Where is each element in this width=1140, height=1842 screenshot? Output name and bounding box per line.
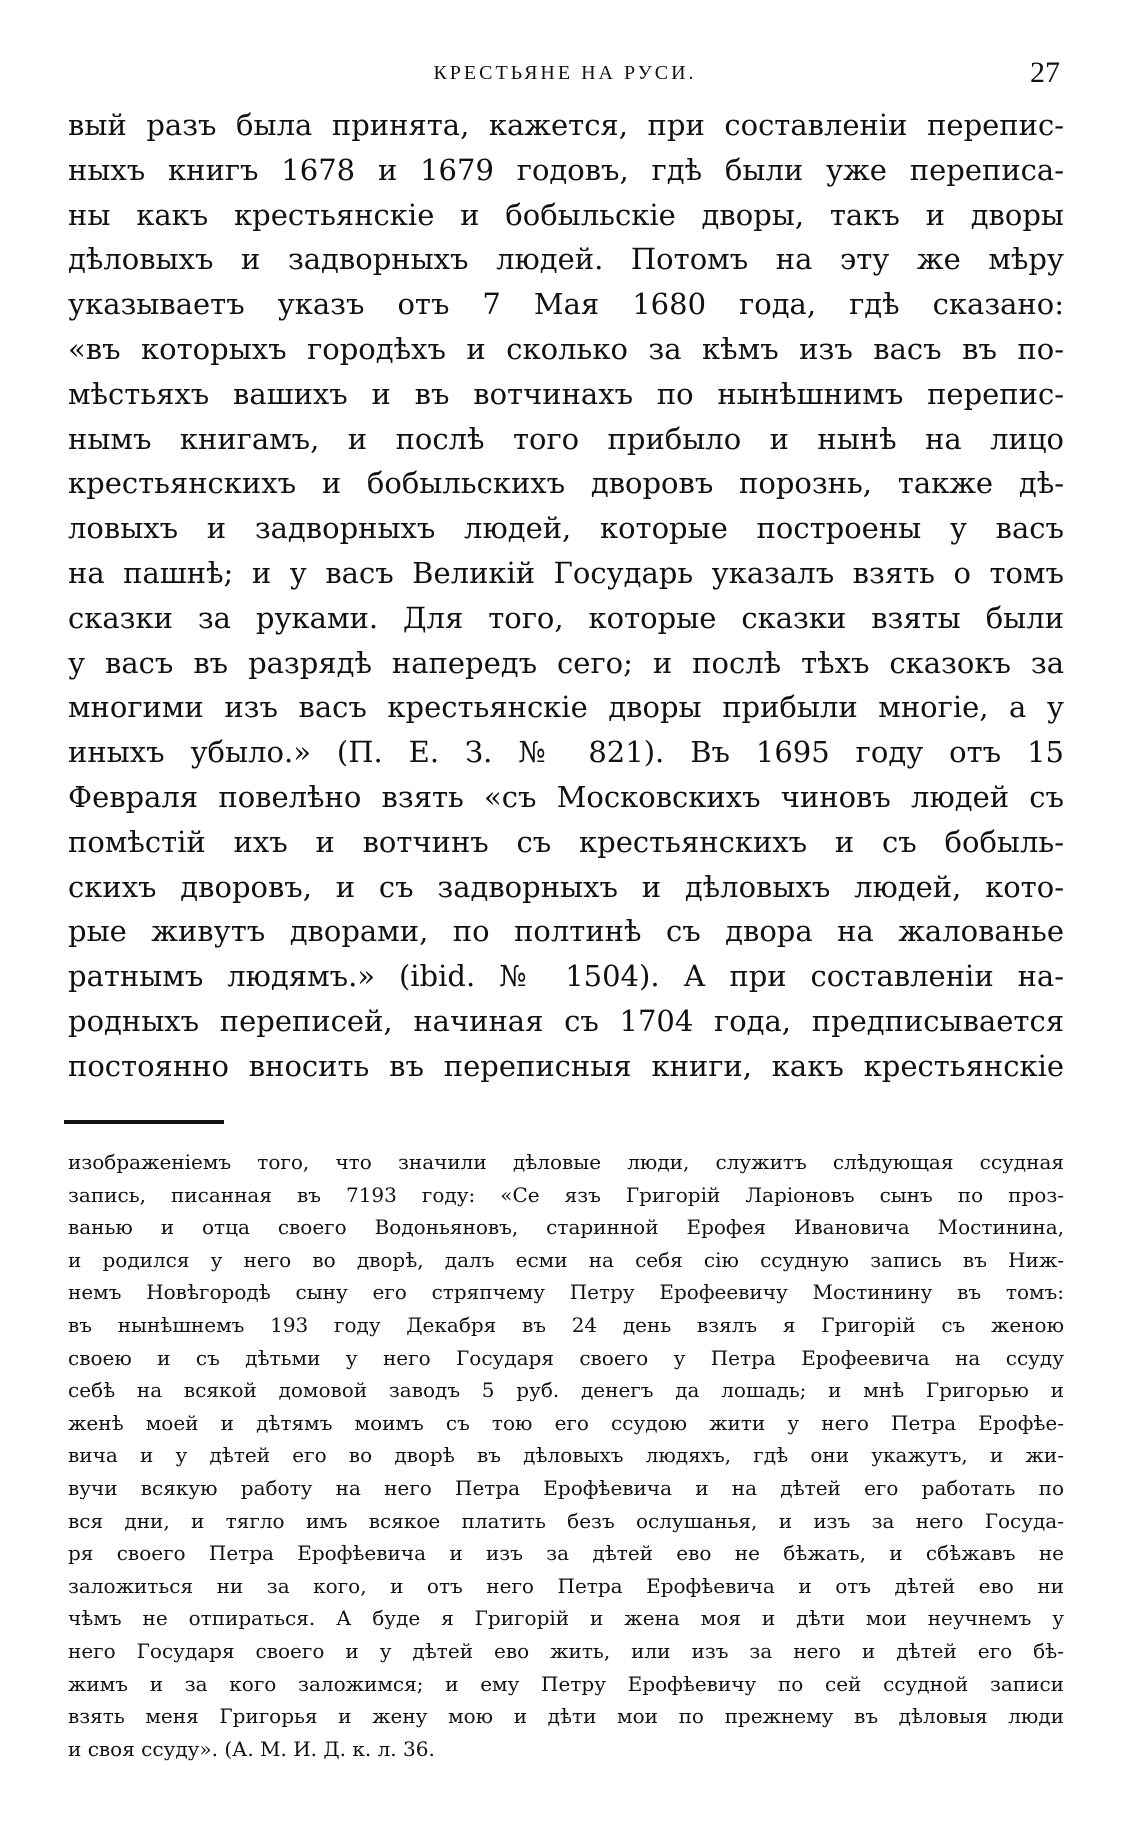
footnote-line: немъ Новѣгородѣ сыну его стряпчему Петру Ерофеевичу Мостинину въ томъ: xyxy=(68,1280,1064,1305)
main-text-line: постоянно вносить въ переписныя книги, какъ крестьянскіе xyxy=(68,1048,1064,1083)
main-text-line: сказки за руками. Для того, которые сказки взяты были xyxy=(68,600,1064,635)
footnote-line: ря своего Петра Ерофѣевича и изъ за дѣтей ево не бѣжать, и сбѣжавъ не xyxy=(68,1541,1064,1566)
footnote-line: него Государя своего и у дѣтей ево жить, или изъ за него и дѣтей его бѣ- xyxy=(68,1638,1064,1663)
footnote-line: вучи всякую работу на него Петра Ерофѣевича и на дѣтей его работать по xyxy=(68,1475,1064,1500)
main-text-line: ловыхъ и задворныхъ людей, которые построены у васъ xyxy=(68,511,1064,546)
footnote-rule xyxy=(64,1120,224,1124)
footnote-text xyxy=(68,1146,1064,1765)
main-text-line: иныхъ убыло.» (П. Е. З. № 821). Въ 1695 году отъ 15 xyxy=(68,735,1064,770)
main-text-line: Февраля повелѣно взять «съ Московскихъ чиновъ людей съ xyxy=(68,779,1064,814)
footnote-line: вича и у дѣтей его во дворѣ въ дѣловыхъ людяхъ, гдѣ они укажутъ, и жи- xyxy=(68,1443,1064,1468)
main-text-line: родныхъ переписей, начиная съ 1704 года, предписывается xyxy=(68,1003,1064,1038)
main-text-line: на пашнѣ; и у васъ Великій Государь указалъ взять о томъ xyxy=(68,555,1064,590)
main-text-line: мѣстьяхъ вашихъ и въ вотчинахъ по нынѣшнимъ перепис- xyxy=(68,376,1064,411)
footnote-line: жимъ и за кого заложимся; и ему Петру Ерофѣевичу по сей ссудной записи xyxy=(68,1671,1064,1696)
footnote-line: изображеніемъ того, что значили дѣловые люди, служитъ слѣдующая ссудная xyxy=(68,1150,1064,1174)
footnote-line: и родился у него во дворѣ, далъ есми на себя сію ссудную запись въ Ниж- xyxy=(68,1247,1064,1272)
footnote-line: взять меня Григорья и жену мою и дѣти мои по прежнему въ дѣловыя люди xyxy=(68,1704,1064,1729)
main-text-line: ратнымъ людямъ.» (ibid. № 1504). А при составленіи на- xyxy=(68,959,1064,994)
page-number: 27 xyxy=(1030,56,1060,89)
footnote-line: чѣмъ не отпираться. А буде я Григорій и жена моя и дѣти мои неучнемъ у xyxy=(68,1606,1064,1631)
main-text-line: у васъ въ разрядѣ напередъ сего; и послѣ тѣхъ сказокъ за xyxy=(68,645,1064,680)
main-text-line: ныхъ книгъ 1678 и 1679 годовъ, гдѣ были уже переписа- xyxy=(68,152,1064,187)
main-text xyxy=(68,103,1064,1089)
footnote-line: запись, писанная въ 7193 году: «Се язъ Григорій Ларіоновъ сынъ по проз- xyxy=(68,1182,1064,1207)
main-text-line: указываетъ указъ отъ 7 Мая 1680 года, гдѣ сказано: xyxy=(68,287,1064,322)
main-text-line: ны какъ крестьянскіе и бобыльскіе дворы, такъ и дворы xyxy=(68,197,1064,232)
main-text-line: «въ которыхъ городѣхъ и сколько за кѣмъ изъ васъ въ по- xyxy=(68,331,1064,366)
main-text-line: вый разъ была принята, кажется, при составленіи перепис- xyxy=(68,108,1064,142)
main-text-line: скихъ дворовъ, и съ задворныхъ и дѣловыхъ людей, кото- xyxy=(68,869,1064,904)
footnote-line: и своя ссуду». (А. М. И. Д. к. л. 36. xyxy=(68,1736,435,1761)
footnote-line: заложиться ни за кого, и отъ него Петра Ерофѣевича и отъ дѣтей ево ни xyxy=(68,1573,1064,1598)
footnote-line: вся дни, и тягло имъ всякое платить безъ ослушанья, и изъ за него Госуда- xyxy=(68,1508,1064,1533)
running-head xyxy=(70,56,1060,96)
footnote-line: себѣ на всякой домовой заводъ 5 руб. денегъ да лошадь; и мнѣ Григорью и xyxy=(68,1378,1064,1403)
main-text-line: многими изъ васъ крестьянскіе дворы прибыли многіе, а у xyxy=(68,690,1064,725)
footnote-line: женѣ моей и дѣтямъ моимъ съ тою его ссудою жити у него Петра Ерофѣе- xyxy=(68,1410,1064,1435)
main-text-line: дѣловыхъ и задворныхъ людей. Потомъ на эту же мѣру xyxy=(68,242,1064,277)
main-text-line: крестьянскихъ и бобыльскихъ дворовъ порознь, также дѣ- xyxy=(68,466,1064,501)
main-text-line: нымъ книгамъ, и послѣ того прибыло и нынѣ на лицо xyxy=(68,421,1064,456)
footnote-line: въ нынѣшнемъ 193 году Декабря въ 24 день взялъ я Григорій съ женою xyxy=(68,1312,1064,1337)
footnote-line: своею и съ дѣтьми у него Государя своего у Петра Ерофеевича на ссуду xyxy=(68,1345,1064,1370)
main-text-line: помѣстій ихъ и вотчинъ съ крестьянскихъ и съ бобыль- xyxy=(68,824,1064,859)
footnote-line: ванью и отца своего Водоньяновъ, старинной Ерофея Ивановича Мостинина, xyxy=(68,1215,1064,1240)
main-text-line: рые живутъ дворами, по полтинѣ съ двора на жалованье xyxy=(68,914,1064,949)
running-title: КРЕСТЬЯНЕ НА РУСИ. xyxy=(433,62,697,84)
